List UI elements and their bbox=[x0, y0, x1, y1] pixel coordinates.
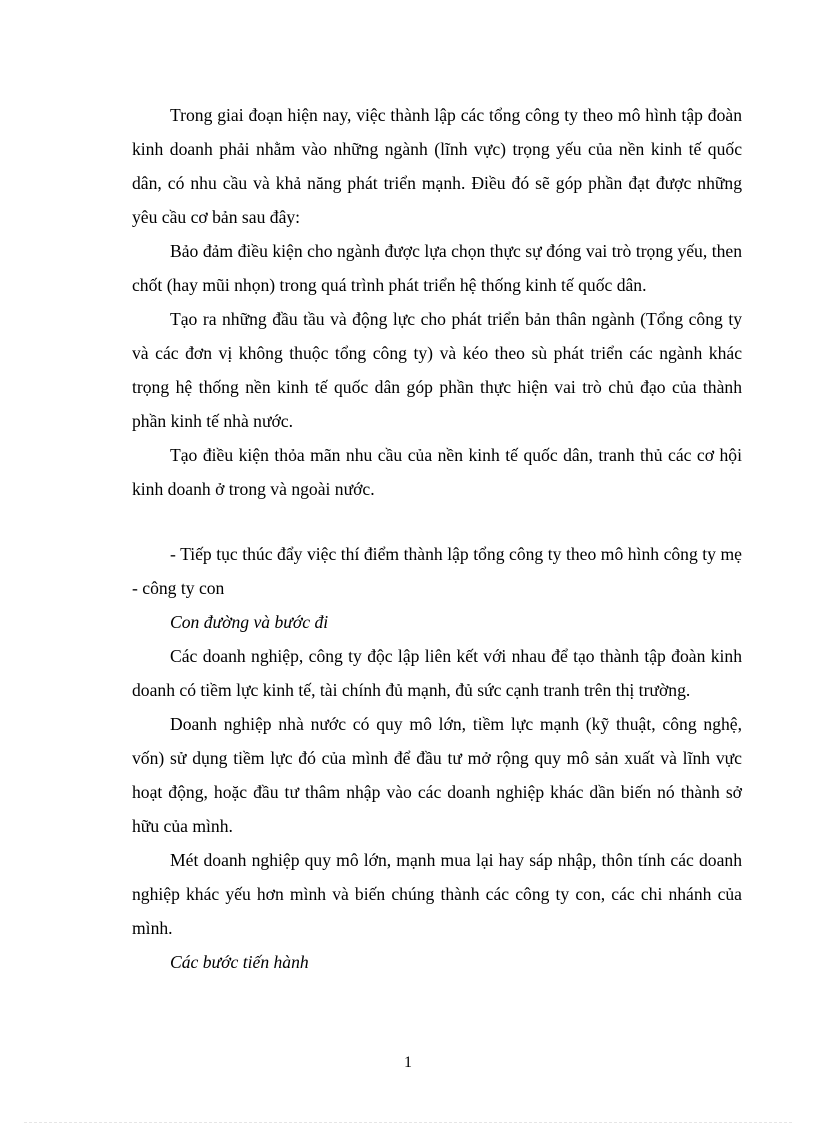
paragraph-path-1: Các doanh nghiệp, công ty độc lập liên kết với nhau để tạo thành tập đoàn kinh doanh có tiềm lực kinh tế, tài chính đủ mạnh, đủ sức cạnh tranh trên thị trường. bbox=[132, 646, 742, 700]
subheading-implementation-steps: Các bước tiến hành bbox=[170, 952, 309, 972]
paragraph-intro: Trong giai đoạn hiện nay, việc thành lập các tổng công ty theo mô hình tập đoàn kinh doanh phải nhằm vào những ngành (lĩnh vực) trọng yếu của nền kinh tế quốc dân, có nhu cầu và khả năng phát triển mạnh. Điều đó sẽ góp phần đạt được những yêu cầu cơ bản sau đây: bbox=[132, 105, 742, 227]
paragraph-requirement-1: Bảo đảm điều kiện cho ngành được lựa chọn thực sự đóng vai trò trọng yếu, then chốt (hay mũi nhọn) trong quá trình phát triển hệ thống kinh tế quốc dân. bbox=[132, 241, 742, 295]
document-body bbox=[132, 98, 742, 979]
paragraph-pilot-holding-model: - Tiếp tục thúc đẩy việc thí điểm thành lập tổng công ty theo mô hình công ty mẹ - công ty con bbox=[132, 544, 742, 598]
paragraph-requirement-3: Tạo điều kiện thỏa mãn nhu cầu của nền kinh tế quốc dân, tranh thủ các cơ hội kinh doanh ở trong và ngoài nước. bbox=[132, 445, 742, 499]
subheading-path-and-steps: Con đường và bước đi bbox=[170, 612, 329, 632]
paragraph-path-3: Mét doanh nghiệp quy mô lớn, mạnh mua lại hay sáp nhập, thôn tính các doanh nghiệp khác yếu hơn mình và biến chúng thành các công ty con, các chi nhánh của mình. bbox=[132, 850, 742, 938]
paragraph-path-2: Doanh nghiệp nhà nước có quy mô lớn, tiềm lực mạnh (kỹ thuật, công nghệ, vốn) sử dụng tiềm lực đó của mình để đầu tư mở rộng quy mô sản xuất và lĩnh vực hoạt động, hoặc đầu tư thâm nhập vào các doanh nghiệp khác dần biến nó thành sở hữu của mình. bbox=[132, 714, 742, 836]
paragraph-requirement-2: Tạo ra những đầu tầu và động lực cho phát triển bản thân ngành (Tổng công ty và các đơn vị không thuộc tổng công ty) và kéo theo sù phát triển các ngành khác trọng hệ thống nền kinh tế quốc dân góp phần thực hiện vai trò chủ đạo của thành phần kinh tế nhà nước. bbox=[132, 309, 742, 431]
page-number: 1 bbox=[404, 1054, 412, 1071]
